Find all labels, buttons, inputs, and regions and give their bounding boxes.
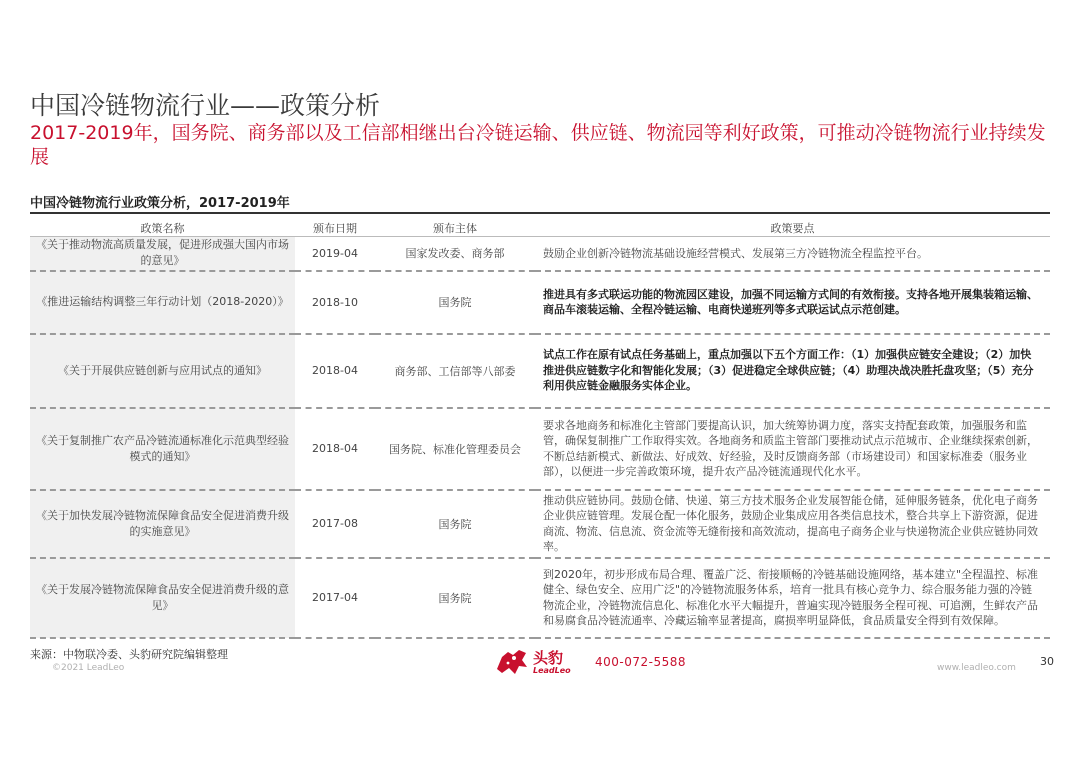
logo-text-cn: 头豹 [533,649,564,667]
logo-text-en: LeadLeo [533,666,571,675]
policy-name-cell: 《关于加快发展冷链物流保障食品安全促进消费升级的实施意见》 [30,490,295,558]
issuer-cell: 国务院、标准化管理委员会 [375,408,535,490]
issuer-cell: 国务院 [375,558,535,638]
policy-name-cell: 《推进运输结构调整三年行动计划（2018-2020）》 [30,271,295,334]
issue-date-cell: 2017-08 [295,490,375,558]
key-points-cell: 推进具有多式联运功能的物流园区建设，加强不同运输方式间的有效衔接。支持各地开展集装箱运输、商品车滚装运输、全程冷链运输、电商快递班列等多式联运试点示范创建。 [535,271,1050,334]
issue-date-cell: 2017-04 [295,558,375,638]
table-row [30,271,1050,334]
issue-date-cell: 2018-04 [295,408,375,490]
table-row [30,237,1050,271]
table-row [30,490,1050,558]
source-note: 来源：中物联冷委、头豹研究院编辑整理 [30,648,228,661]
issue-date-cell: 2018-04 [295,334,375,408]
issuer-cell: 国家发改委、商务部 [375,237,535,271]
issuer-cell: 商务部、工信部等八部委 [375,334,535,408]
leadleo-logo [495,645,591,679]
key-points-cell: 到2020年，初步形成布局合理、覆盖广泛、衔接顺畅的冷链基础设施网络，基本建立"全程温控、标准健全、绿色安全、应用广泛"的冷链物流服务体系，培育一批具有核心竞争力、综合服务能力强的冷链物流企业，冷链物流信息化、标准化水平大幅提升，普遍实现冷链服务全程可视、可追溯，生鲜农产品和易腐食品冷链流通率、冷藏运输率显著提高，腐损率明显降低，食品质量安全得到有效保障。 [535,558,1050,638]
website-url: www.leadleo.com [937,663,1016,673]
key-points-cell: 鼓励企业创新冷链物流基础设施经营模式、发展第三方冷链物流全程监控平台。 [535,237,1050,271]
issuer-cell: 国务院 [375,490,535,558]
key-points-cell: 推动供应链协同。鼓励仓储、快递、第三方技术服务企业发展智能仓储，延伸服务链条，优化电子商务企业供应链管理。发展仓配一体化服务，鼓励企业集成应用各类信息技术，整合共享上下游资源，促进商流、物流、信息流、资金流等无缝衔接和高效流动，提高电子商务企业与快递物流企业供应链协同效率。 [535,490,1050,558]
table-caption: 中国冷链物流行业政策分析，2017-2019年 [30,196,290,211]
table-row [30,408,1050,490]
phone-number: 400-072-5588 [595,655,687,669]
page-subtitle: 2017-2019年，国务院、商务部以及工信部相继出台冷链运输、供应链、物流园等利好政策，可推动冷链物流行业持续发展 [30,122,1046,168]
header-issuer: 颁布主体 [375,220,535,237]
table-header-row [30,220,1050,237]
table-top-rule [30,212,1050,214]
policy-table [30,220,1050,639]
issue-date-cell: 2019-04 [295,237,375,271]
policy-name-cell: 《关于复制推广农产品冷链流通标准化示范典型经验模式的通知》 [30,408,295,490]
policy-name-cell: 《关于发展冷链物流保障食品安全促进消费升级的意见》 [30,558,295,638]
header-policy-name: 政策名称 [30,220,295,237]
key-points-cell: 试点工作在原有试点任务基础上，重点加强以下五个方面工作：（1）加强供应链安全建设；（2）加快推进供应链数字化和智能化发展；（3）促进稳定全球供应链；（4）助理决战决胜托盘攻坚；（5）充分利用供应链金融服务实体企业。 [535,334,1050,408]
key-points-cell: 要求各地商务和标准化主管部门要提高认识，加大统筹协调力度，落实支持配套政策，加强服务和监管，确保复制推广工作取得实效。各地商务和质监主管部门要推动试点示范城市、企业继续探索创新，不断总结新模式、新做法、好成效、好经验，及时反馈商务部（市场建设司）和国家标准委（服务业部），以便进一步完善政策环境，提升农产品冷链流通现代化水平。 [535,408,1050,490]
header-issue-date: 颁布日期 [295,220,375,237]
page-title: 中国冷链物流行业——政策分析 [30,91,381,120]
header-key-points: 政策要点 [535,220,1050,237]
issue-date-cell: 2018-10 [295,271,375,334]
page-number: 30 [1040,655,1054,668]
copyright: ©2021 LeadLeo [52,663,125,673]
table-row [30,558,1050,638]
leopard-logo-icon [495,647,529,677]
policy-name-cell: 《关于推动物流高质量发展，促进形成强大国内市场的意见》 [30,237,295,271]
issuer-cell: 国务院 [375,271,535,334]
table-row [30,334,1050,408]
policy-name-cell: 《关于开展供应链创新与应用试点的通知》 [30,334,295,408]
